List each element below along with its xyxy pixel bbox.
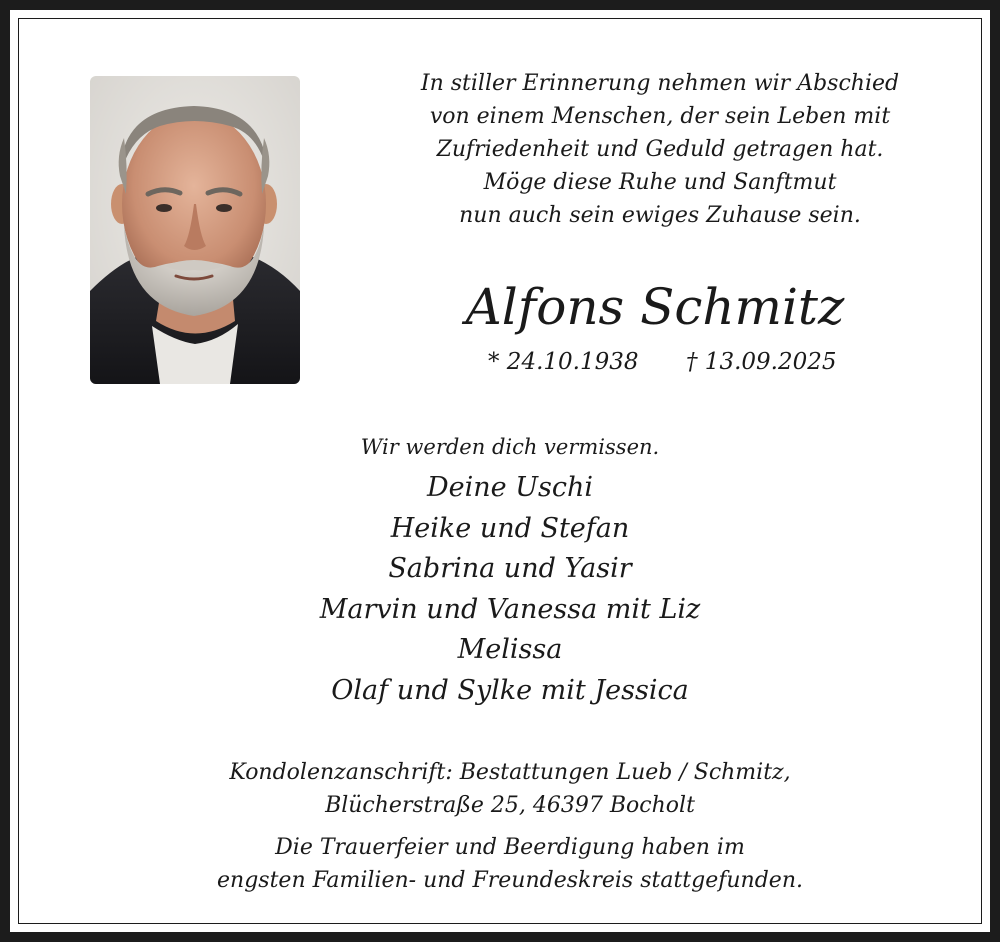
condolence-line: Kondolenzanschrift: Bestattungen Lueb / Schmitz, [229, 760, 791, 785]
farewell-line: Wir werden dich vermissen. [360, 435, 660, 459]
poem [400, 67, 920, 232]
signer: Sabrina und Yasir [388, 553, 632, 584]
signer: Marvin und Vanessa mit Liz [319, 593, 701, 625]
poem-line: Zufriedenheit und Geduld getragen hat. [436, 137, 884, 162]
signer: Olaf und Sylke mit Jessica [331, 674, 689, 706]
poem-line: In stiller Erinnerung nehmen wir Abschied [420, 71, 900, 96]
signers-list [210, 468, 810, 711]
funeral-line: engsten Familien- und Freundeskreis stattgefunden. [217, 868, 803, 893]
poem-line: nun auch sein ewiges Zuhause sein. [459, 203, 861, 228]
funeral-notice [160, 831, 860, 897]
poem-line: von einem Menschen, der sein Leben mit [429, 104, 891, 129]
portrait-photo [90, 76, 300, 384]
signer: Melissa [457, 634, 563, 665]
birth-date: * 24.10.1938 [488, 349, 639, 375]
condolence-line: Blücherstraße 25, 46397 Bocholt [325, 793, 695, 818]
death-date: † 13.09.2025 [686, 349, 837, 375]
funeral-line: Die Trauerfeier und Beerdigung haben im [275, 835, 745, 860]
condolence-address [160, 756, 860, 822]
signer: Deine Uschi [427, 472, 593, 503]
signer: Heike und Stefan [390, 512, 630, 544]
poem-line: Möge diese Ruhe und Sanftmut [483, 170, 837, 195]
deceased-name: Alfons Schmitz [465, 278, 845, 336]
